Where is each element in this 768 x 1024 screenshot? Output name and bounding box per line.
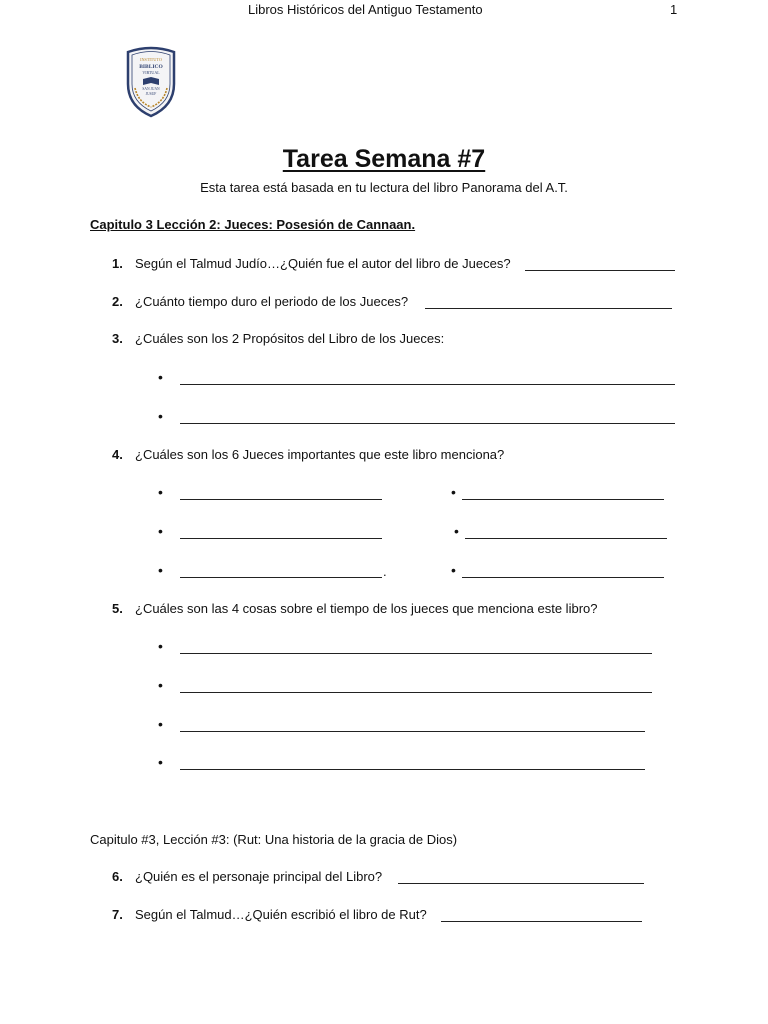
answer-line-q5-2[interactable] <box>180 692 652 693</box>
question-text: ¿Cuáles son los 2 Propósitos del Libro de los Jueces: <box>135 331 445 346</box>
bullet: • <box>158 484 163 500</box>
question-text: ¿Cuáles son las 4 cosas sobre el tiempo de los jueces que menciona este libro? <box>135 601 598 616</box>
question-text: ¿Cuánto tiempo duro el periodo de los Jueces? <box>135 294 409 309</box>
answer-line-q4-4[interactable] <box>465 538 667 539</box>
question-number: 6. <box>112 869 123 884</box>
bullet: • <box>158 638 163 654</box>
answer-line-q4-2[interactable] <box>462 499 664 500</box>
page-title-text: Tarea Semana #7 <box>282 145 486 173</box>
bullet: • <box>158 754 163 770</box>
section-heading-jueces: Capitulo 3 Lección 2: Jueces: Posesión de Cannaan. <box>90 217 416 232</box>
answer-line-q3-1[interactable] <box>180 384 675 385</box>
answer-line-q1[interactable] <box>525 270 675 271</box>
page-subtitle: Esta tarea está basada en tu lectura del libro Panorama del A.T. <box>200 180 568 195</box>
answer-line-q5-4[interactable] <box>180 769 645 770</box>
logo-line4: SAN JUAN <box>142 87 160 91</box>
question-number: 7. <box>112 907 123 922</box>
question-number: 3. <box>112 331 123 346</box>
bullet: • <box>158 562 163 578</box>
bullet: • <box>451 562 456 578</box>
bullet: • <box>158 716 163 732</box>
logo-line3: VIRTUAL <box>142 70 160 75</box>
bullet: • <box>158 677 163 693</box>
page-title <box>0 145 768 174</box>
bullet: • <box>451 484 456 500</box>
answer-line-q3-2[interactable] <box>180 423 675 424</box>
answer-line-q4-5[interactable] <box>180 577 382 578</box>
answer-line-q6[interactable] <box>398 883 644 884</box>
bullet: • <box>158 408 163 424</box>
question-text: ¿Cuáles son los 6 Jueces importantes que este libro menciona? <box>135 447 505 462</box>
question-number: 2. <box>112 294 123 309</box>
question-text: Según el Talmud…¿Quién escribió el libro de Rut? <box>135 907 427 922</box>
answer-line-q4-3[interactable] <box>180 538 382 539</box>
bullet: • <box>158 369 163 385</box>
question-number: 4. <box>112 447 123 462</box>
institute-logo <box>122 44 180 118</box>
header-title: Libros Históricos del Antiguo Testamento <box>248 2 483 17</box>
question-text: Según el Talmud Judío…¿Quién fue el autor del libro de Jueces? <box>135 256 511 271</box>
logo-line5: JUSUF <box>145 92 157 96</box>
answer-line-q7[interactable] <box>441 921 642 922</box>
answer-line-q5-3[interactable] <box>180 731 645 732</box>
answer-line-q4-6[interactable] <box>462 577 664 578</box>
answer-line-q5-1[interactable] <box>180 653 652 654</box>
trailing-period: . <box>383 564 387 579</box>
page-number: 1 <box>670 2 678 17</box>
answer-line-q4-1[interactable] <box>180 499 382 500</box>
bullet: • <box>158 523 163 539</box>
section-heading-rut: Capitulo #3, Lección #3: (Rut: Una historia de la gracia de Dios) <box>90 832 458 847</box>
question-text: ¿Quién es el personaje principal del Libro? <box>135 869 383 884</box>
answer-line-q2[interactable] <box>425 308 672 309</box>
bullet: • <box>454 523 459 539</box>
question-number: 1. <box>112 256 123 271</box>
logo-line1: INSTITUTO <box>140 57 162 62</box>
question-number: 5. <box>112 601 123 616</box>
logo-line2: BIBLICO <box>139 64 163 70</box>
